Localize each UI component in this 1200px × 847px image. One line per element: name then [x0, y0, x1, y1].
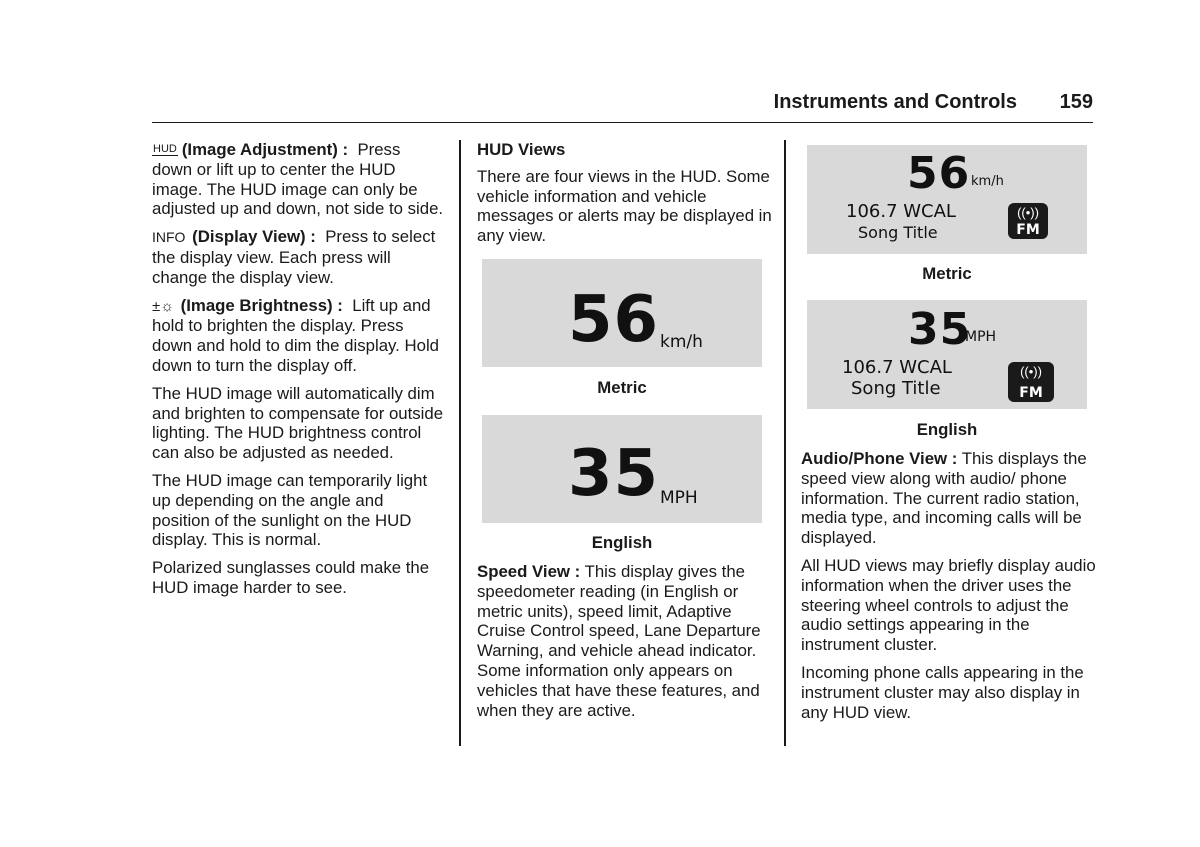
column-left — [152, 140, 444, 606]
song-title: Song Title — [851, 378, 941, 399]
column-divider — [459, 140, 461, 746]
paragraph: Polarized sunglasses could make the HUD image harder to see. — [152, 558, 430, 597]
paragraph: The HUD image can temporarily light up depending on the angle and position of the sunlight on the HUD display. This is normal. — [152, 470, 428, 550]
term: (Display View) : — [192, 227, 316, 247]
paragraph-speed-view — [477, 562, 773, 720]
paragraph: All HUD views may briefly display audio information when the driver uses the steering wheel controls to adjust the audio settings appearing in the instrument cluster. — [801, 555, 1096, 655]
figure-caption: English — [916, 420, 978, 439]
term: (Image Adjustment) : — [181, 140, 349, 159]
media-source: FM — [1016, 222, 1040, 238]
paragraph-text: Press down or lift up to center the HUD image. The HUD image can only be adjusted up and down, not side to side. — [152, 140, 444, 219]
hud-button-icon: HUD — [153, 143, 177, 155]
media-source: FM — [1019, 385, 1043, 401]
paragraph-text: This display gives the speedometer reading (in English or metric units), speed limit, Adaptive Cruise Control speed, Lane Departure Warning, and vehicle ahead indicator. Some information only appears on vehicles that have these features, and when they are active. — [477, 562, 761, 720]
figure-caption: English — [591, 533, 653, 552]
hud-audio-english-figure — [807, 300, 1087, 409]
info-button-icon: INFO — [152, 229, 186, 246]
page-number: 159 — [1059, 91, 1093, 113]
brightness-icon: ±☼ — [152, 297, 174, 315]
speed-unit: km/h — [971, 174, 1004, 189]
column-divider — [784, 140, 786, 746]
speed-unit: MPH — [660, 488, 698, 508]
paragraph: There are four views in the HUD. Some vehicle information and vehicle messages or alerts may be displayed in any view. — [477, 166, 772, 246]
paragraph-image-adjustment — [152, 140, 444, 219]
figure-caption: Metric — [922, 264, 972, 283]
speed-unit: MPH — [965, 329, 997, 345]
section-title: Instruments and Controls — [773, 91, 1017, 113]
figure-caption: Metric — [597, 378, 647, 397]
speed-value: 35 — [908, 304, 972, 355]
section-heading: HUD Views — [477, 140, 566, 159]
term: (Image Brightness) : — [180, 295, 343, 315]
paragraph: The HUD image will automatically dim and brighten to compensate for outside lighting. The HUD brightness control can also be adjusted as needed. — [152, 383, 444, 463]
paragraph-text: Press to select the display view. Each press will change the display view. — [152, 227, 436, 287]
hud-audio-metric-figure — [807, 145, 1087, 254]
term: Speed View : — [477, 562, 581, 581]
hud-speed-metric-figure — [482, 259, 762, 367]
column-middle-lower — [477, 562, 773, 728]
column-middle — [477, 140, 773, 254]
paragraph-text: This displays the speed view along with audio/ phone information. The current radio station, media type, and incoming calls will be displayed. — [801, 449, 1087, 548]
radio-signal-icon: ((•)) FM — [1008, 203, 1048, 239]
speed-value: 56 — [907, 148, 971, 199]
paragraph-display-view — [152, 227, 444, 287]
term: Audio/Phone View : — [801, 449, 958, 468]
paragraph: Incoming phone calls appearing in the instrument cluster may also display in any HUD view. — [801, 662, 1084, 722]
paragraph-image-brightness — [152, 296, 444, 376]
speed-value: 56 — [568, 283, 660, 357]
speed-value: 35 — [568, 437, 660, 511]
radio-station: 106.7 WCAL — [842, 357, 952, 378]
radio-station: 106.7 WCAL — [846, 201, 956, 222]
paragraph-audio-phone-view — [801, 449, 1097, 548]
radio-signal-icon: ((•)) FM — [1008, 362, 1054, 402]
paragraph-text: Lift up and hold to brighten the display. Press down and hold to dim the display. Hold down to turn the display off. — [152, 295, 440, 375]
column-right — [801, 449, 1097, 730]
hud-speed-english-figure — [482, 415, 762, 523]
page-header — [152, 88, 1093, 123]
speed-unit: km/h — [660, 332, 703, 352]
song-title: Song Title — [858, 223, 938, 242]
